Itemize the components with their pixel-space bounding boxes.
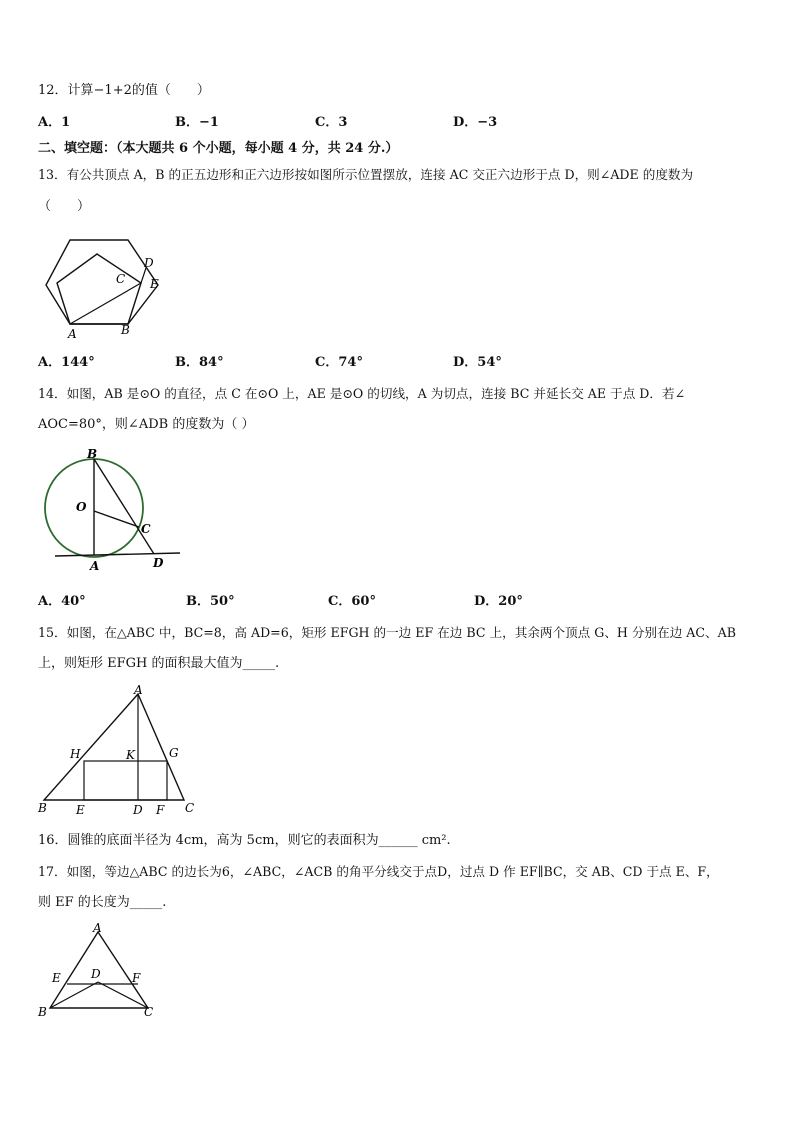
q14-options [38,593,758,611]
q14-option-b: B．50° [186,594,235,609]
q15-label-g: G [169,746,179,760]
q13-label-c: C [116,272,126,286]
q15-figure [32,684,202,818]
q13-figure [40,230,170,345]
q15-label-f: F [156,803,165,817]
q14-segment-bd [94,459,154,554]
q14-label-c: C [141,522,151,536]
q13-stem-line1: 13．有公共顶点 A，B 的正五边形和正六边形按如图所示位置摆放，连接 AC 交正六边形于点 D，则∠ADE 的度数为 [38,167,694,182]
q13-label-d: D [144,256,154,270]
q14-stem-line1: 14．如图，AB 是⊙O 的直径，点 C 在⊙O 上，AE 是⊙O 的切线，A 为切点，连接 BC 并延长交 AE 于点 D．若∠ [38,386,686,401]
q17-label-c: C [144,1005,154,1019]
q15-label-d: D [133,803,143,817]
q17-label-f: F [132,971,141,985]
q13-option-d: D．54° [453,355,502,370]
q15-rectangle-efgh [84,761,167,800]
q13-option-c: C．74° [315,355,363,370]
q14-label-d: D [153,556,164,570]
q12-options [38,114,758,132]
q12-option-b: B．−1 [175,115,219,130]
q13-label-a: A [68,327,77,341]
q13-option-b: B．84° [175,355,224,370]
q15-triangle-abc [44,694,184,800]
q15-stem-line1: 15．如图，在△ABC 中，BC=8，高 AD=6，矩形 EFGH 的一边 EF 在边 BC 上，其余两个顶点 G、H 分别在边 AC、AB [38,625,736,640]
q15-label-a: A [134,684,143,697]
q14-figure [40,444,190,574]
section-heading-fill-in: 二、填空题：（本大题共 6 个小题，每小题 4 分，共 24 分.） [38,141,399,156]
q13-stem-line2: （ ） [38,199,91,214]
q17-segment-cd [98,982,148,1008]
q17-label-e: E [52,971,61,985]
q15-label-b: B [38,801,47,815]
q14-option-a: A．40° [38,594,86,609]
q17-label-a: A [93,921,102,935]
q17-figure [34,920,164,1022]
q13-pentagon [57,254,141,324]
q17-label-d: D [91,967,101,981]
q12-stem: 12．计算−1+2的值（ ） [38,83,210,98]
q13-option-a: A．144° [38,355,95,370]
q13-label-b: B [121,323,130,337]
q17-stem-line1: 17．如图，等边△ABC 的边长为6，∠ABC，∠ACB 的角平分线交于点D，过点 D 作 EF∥BC，交 AB、CD 于点 E、F， [38,864,719,879]
q14-stem-line2: AOC=80°，则∠ADB 的度数为（ ） [38,417,255,432]
q14-label-a: A [90,559,100,573]
q15-label-k: K [126,748,135,762]
q15-label-c: C [185,801,195,815]
q14-label-b: B [87,447,98,461]
q14-option-d: D．20° [474,594,523,609]
q15-label-h: H [70,747,81,761]
q13-options [38,354,758,372]
q15-label-e: E [76,803,85,817]
q12-option-a: A．1 [38,115,71,130]
q14-label-o: O [76,500,87,514]
q13-label-e: E [150,277,159,291]
q17-label-b: B [38,1005,47,1019]
q12-option-d: D．−3 [453,115,498,130]
q17-stem-line2: 则 EF 的长度为_____. [38,895,167,910]
q17-segment-bd [50,982,98,1008]
q15-stem-line2: 上，则矩形 EFGH 的面积最大值为_____. [38,656,280,671]
q13-segment-cd [141,268,146,283]
q16-stem: 16．圆锥的底面半径为 4cm，高为 5cm，则它的表面积为______ cm². [38,833,451,848]
q14-option-c: C．60° [328,594,376,609]
q12-option-c: C．3 [315,115,348,130]
